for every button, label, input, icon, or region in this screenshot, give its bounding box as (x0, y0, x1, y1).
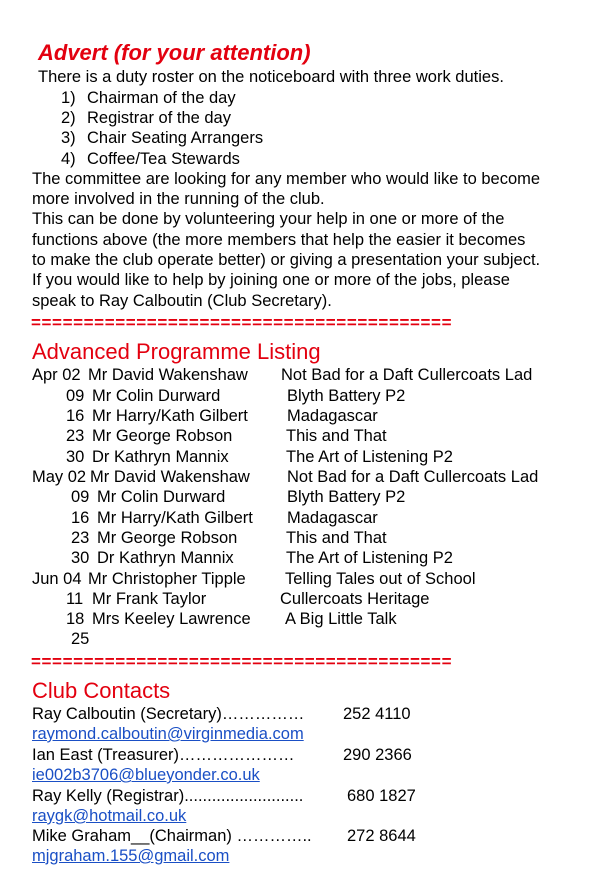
programme-date: 23 (71, 529, 90, 547)
programme-speaker: Mr David Wakenshaw (88, 366, 248, 384)
paragraph-line: speak to Ray Calboutin (Club Secretary). (32, 292, 332, 310)
programme-date: 30 (66, 448, 85, 466)
advert-title: Advert (for your attention) (38, 40, 311, 65)
contact-secretary-label: Ray Calboutin (Secretary)…………… (32, 705, 305, 723)
programme-topic: This and That (286, 529, 387, 547)
duty-label: Registrar of the day (87, 109, 231, 127)
duty-item (61, 149, 240, 169)
contact-treasurer-label: Ian East (Treasurer)………………… (32, 746, 295, 764)
contact-registrar-email-link[interactable]: raygk@hotmail.co.uk (32, 807, 187, 825)
duty-number: 3) (61, 129, 76, 147)
programme-topic: Blyth Battery P2 (287, 488, 406, 506)
programme-speaker: Mr Harry/Kath Gilbert (92, 407, 248, 425)
paragraph-line: to make the club operate better) or giving a presentation your subject. (32, 251, 541, 269)
contact-registrar-phone: 680 1827 (347, 787, 416, 805)
programme-speaker: Dr Kathryn Mannix (97, 549, 234, 567)
programme-topic: The Art of Listening P2 (286, 448, 453, 466)
programme-speaker: Mr Harry/Kath Gilbert (97, 509, 253, 527)
duty-label: Coffee/Tea Stewards (87, 150, 240, 168)
duty-number: 1) (61, 89, 76, 107)
programme-date: Apr 02 (32, 366, 81, 384)
contact-secretary-phone: 252 4110 (343, 705, 411, 723)
programme-topic: Cullercoats Heritage (280, 590, 430, 608)
programme-topic: Madagascar (287, 509, 378, 527)
duty-number: 2) (61, 109, 76, 127)
contact-treasurer-email-link[interactable]: ie002b3706@blueyonder.co.uk (32, 766, 260, 784)
paragraph-line: more involved in the running of the club. (32, 190, 325, 208)
contact-secretary-email-link[interactable]: raymond.calboutin@virginmedia.com (32, 725, 304, 743)
duty-item (61, 108, 231, 128)
programme-speaker: Mr David Wakenshaw (90, 468, 250, 486)
contact-registrar-label: Ray Kelly (Registrar).......................... (32, 787, 304, 805)
programme-topic: This and That (286, 427, 387, 445)
duty-number: 4) (61, 150, 76, 168)
programme-speaker: Mr Christopher Tipple (88, 570, 246, 588)
programme-date: 09 (71, 488, 90, 506)
programme-date: 18 (66, 610, 85, 628)
programme-topic: Madagascar (287, 407, 378, 425)
programme-date: 16 (66, 407, 85, 425)
programme-date: 25 (71, 630, 90, 648)
contact-chairman-email-link[interactable]: mjgraham.155@gmail.com (32, 847, 230, 865)
programme-speaker: Mrs Keeley Lawrence (92, 610, 251, 628)
duty-item (61, 128, 263, 148)
programme-speaker: Mr Frank Taylor (92, 590, 207, 608)
advert-intro: There is a duty roster on the noticeboard with three work duties. (38, 68, 504, 86)
paragraph-line: This can be done by volunteering your help in one or more of the (32, 210, 505, 228)
programme-speaker: Mr George Robson (92, 427, 233, 445)
programme-date: 30 (71, 549, 90, 567)
programme-date: 09 (66, 387, 85, 405)
contact-chairman-phone: 272 8644 (347, 827, 416, 845)
programme-speaker: Mr George Robson (97, 529, 238, 547)
programme-date: May 02 (32, 468, 87, 486)
programme-speaker: Mr Colin Durward (97, 488, 226, 506)
duty-item (61, 88, 236, 108)
programme-date: 16 (71, 509, 90, 527)
paragraph-line: The committee are looking for any member who would like to become (32, 170, 541, 188)
duty-label: Chairman of the day (87, 89, 236, 107)
programme-date: 11 (66, 590, 84, 608)
duty-label: Chair Seating Arrangers (87, 129, 264, 147)
programme-date: Jun 04 (32, 570, 82, 588)
programme-topic: Not Bad for a Daft Cullercoats Lad (281, 366, 533, 384)
section-separator: ======================================== (31, 652, 453, 671)
programme-speaker: Mr Colin Durward (92, 387, 221, 405)
section-separator: ======================================== (31, 313, 453, 332)
programme-topic: Not Bad for a Daft Cullercoats Lad (287, 468, 539, 486)
contact-treasurer-phone: 290 2366 (343, 746, 412, 764)
programme-title: Advanced Programme Listing (32, 339, 321, 364)
programme-topic: A Big Little Talk (285, 610, 397, 628)
paragraph-line: functions above (the more members that help the easier it becomes (32, 231, 526, 249)
programme-topic: The Art of Listening P2 (286, 549, 453, 567)
contacts-title: Club Contacts (32, 678, 171, 703)
programme-topic: Telling Tales out of School (285, 570, 476, 588)
programme-speaker: Dr Kathryn Mannix (92, 448, 229, 466)
programme-topic: Blyth Battery P2 (287, 387, 406, 405)
paragraph-line: If you would like to help by joining one or more of the jobs, please (32, 271, 510, 289)
programme-date: 23 (66, 427, 85, 445)
contact-chairman-label: Mike Graham__(Chairman) ………….. (32, 827, 312, 845)
